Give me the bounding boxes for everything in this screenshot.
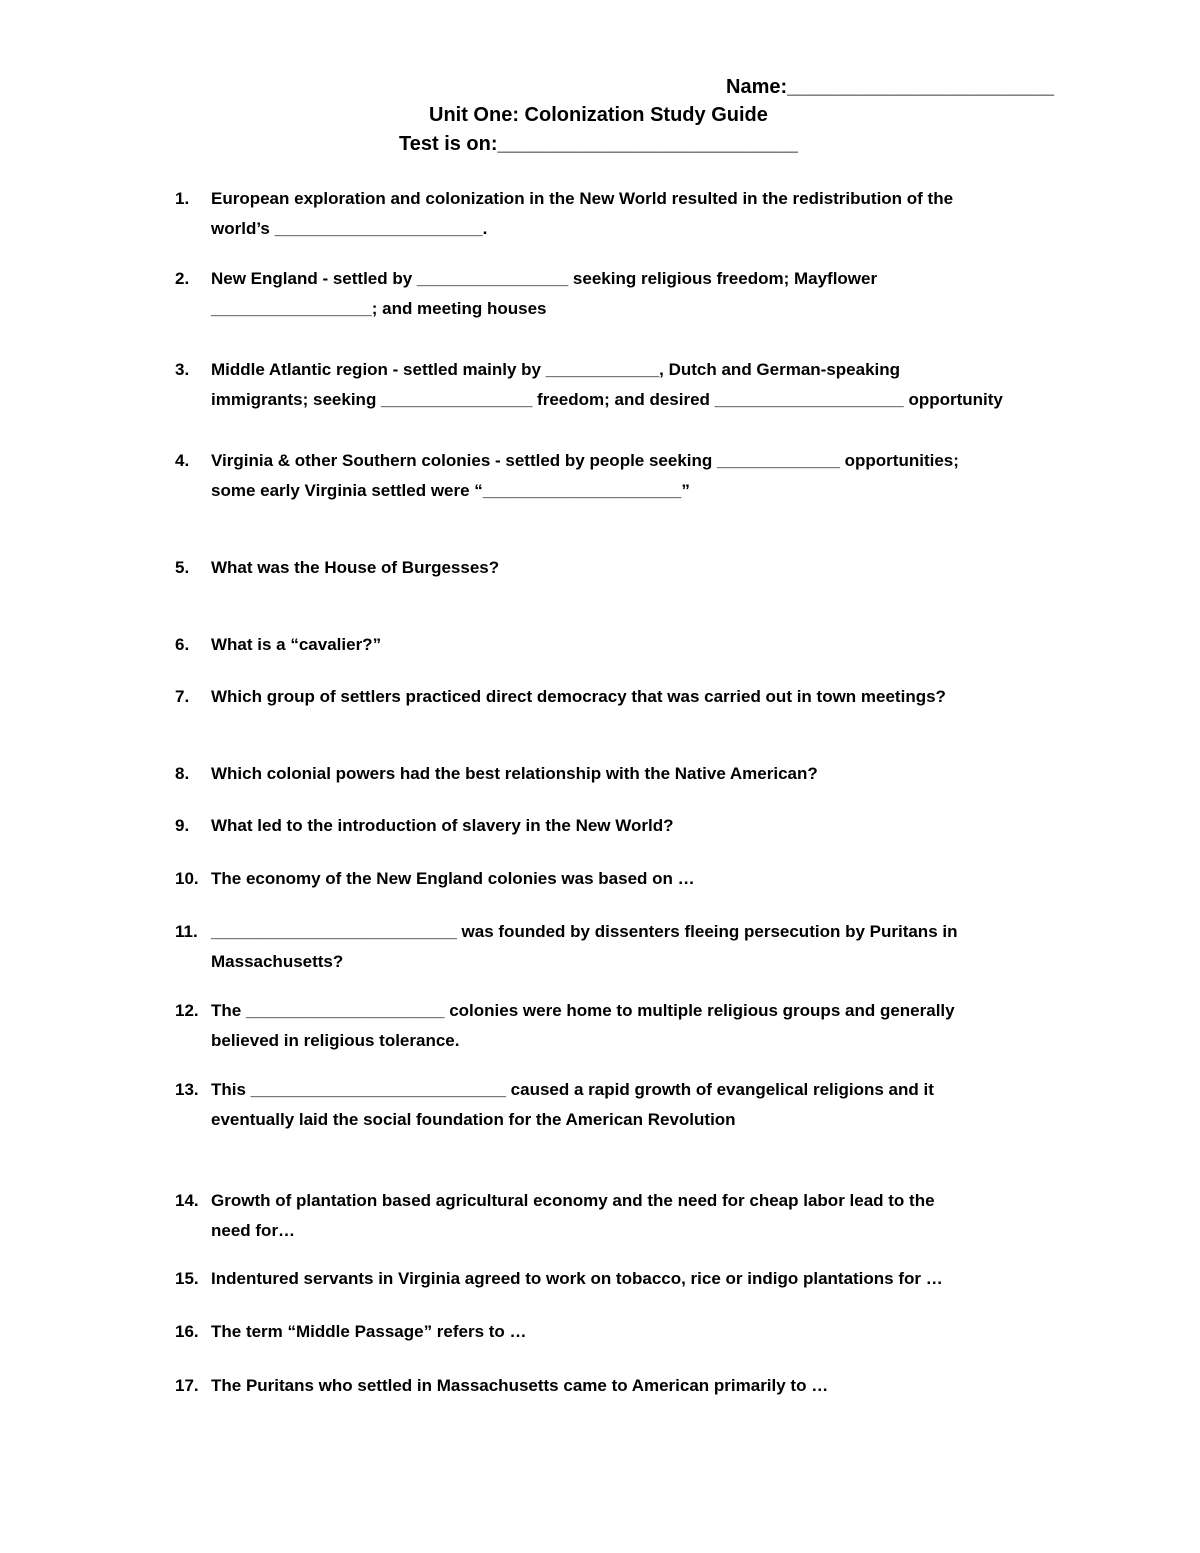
- question-text-line: some early Virginia settled were “_____________________”: [211, 481, 690, 500]
- question-number: 4.: [175, 451, 190, 470]
- question-text-line: need for…: [211, 1221, 296, 1240]
- question-text-line: believed in religious tolerance.: [211, 1031, 460, 1050]
- question-text-line: Which colonial powers had the best relationship with the Native American?: [211, 764, 818, 783]
- question-text-line: eventually laid the social foundation for the American Revolution: [211, 1110, 736, 1129]
- question-text-line: immigrants; seeking ________________ freedom; and desired ____________________ opportunity: [211, 390, 1003, 409]
- question-9: [175, 811, 1075, 841]
- question-text-line: _________________; and meeting houses: [211, 299, 547, 318]
- question-text-line: Virginia & other Southern colonies - settled by people seeking _____________ opportunities;: [211, 451, 959, 470]
- question-text-line: Which group of settlers practiced direct democracy that was carried out in town meetings?: [211, 687, 946, 706]
- question-15: [175, 1264, 1075, 1294]
- question-number: 9.: [175, 816, 190, 835]
- question-number: 2.: [175, 269, 190, 288]
- test-date-label: Test is on:___________________________: [399, 133, 798, 155]
- page-title: Unit One: Colonization Study Guide: [429, 104, 768, 126]
- question-text-line: This ___________________________ caused a rapid growth of evangelical religions and it: [211, 1080, 934, 1099]
- question-text-line: Middle Atlantic region - settled mainly by ____________, Dutch and German-speaking: [211, 360, 901, 379]
- question-number: 8.: [175, 764, 190, 783]
- question-text-line: What led to the introduction of slavery in the New World?: [211, 816, 674, 835]
- question-6: [175, 630, 1075, 660]
- question-text-line: European exploration and colonization in the New World resulted in the redistribution of the: [211, 189, 954, 208]
- question-13: [175, 1075, 1075, 1135]
- question-number: 17.: [175, 1376, 199, 1395]
- question-5: [175, 553, 1075, 583]
- question-16: [175, 1317, 1075, 1347]
- question-4: [175, 446, 1075, 506]
- question-12: [175, 996, 1075, 1056]
- question-text-line: world’s ______________________.: [211, 219, 488, 238]
- question-10: [175, 864, 1075, 894]
- question-number: 14.: [175, 1191, 199, 1210]
- question-number: 11.: [175, 922, 198, 941]
- question-2: [175, 264, 1075, 324]
- question-14: [175, 1186, 1075, 1246]
- question-text-line: New England - settled by ________________ seeking religious freedom; Mayflower: [211, 269, 878, 288]
- question-text-line: Indentured servants in Virginia agreed to work on tobacco, rice or indigo plantations for …: [211, 1269, 943, 1288]
- question-text-line: The Puritans who settled in Massachusetts came to American primarily to …: [211, 1376, 829, 1395]
- question-3: [175, 355, 1075, 415]
- question-number: 3.: [175, 360, 190, 379]
- question-number: 10.: [175, 869, 199, 888]
- question-text-line: The term “Middle Passage” refers to …: [211, 1322, 527, 1341]
- question-number: 13.: [175, 1080, 199, 1099]
- question-text-line: The _____________________ colonies were home to multiple religious groups and generally: [211, 1001, 955, 1020]
- question-number: 6.: [175, 635, 190, 654]
- question-text-line: Massachusetts?: [211, 952, 344, 971]
- question-7: [175, 682, 1075, 712]
- question-number: 7.: [175, 687, 190, 706]
- question-8: [175, 759, 1075, 789]
- question-text-line: Growth of plantation based agricultural economy and the need for cheap labor lead to the: [211, 1191, 935, 1210]
- question-text-line: What was the House of Burgesses?: [211, 558, 500, 577]
- question-17: [175, 1371, 1075, 1401]
- question-1: [175, 184, 1075, 244]
- question-11: [175, 917, 1075, 977]
- question-number: 12.: [175, 1001, 199, 1020]
- question-number: 15.: [175, 1269, 199, 1288]
- name-field-label: Name:________________________: [726, 76, 1055, 98]
- question-number: 5.: [175, 558, 190, 577]
- question-text-line: The economy of the New England colonies was based on …: [211, 869, 695, 888]
- question-text-line: __________________________ was founded by dissenters fleeing persecution by Puritans in: [211, 922, 958, 941]
- question-text-line: What is a “cavalier?”: [211, 635, 382, 654]
- question-number: 16.: [175, 1322, 199, 1341]
- question-number: 1.: [175, 189, 190, 208]
